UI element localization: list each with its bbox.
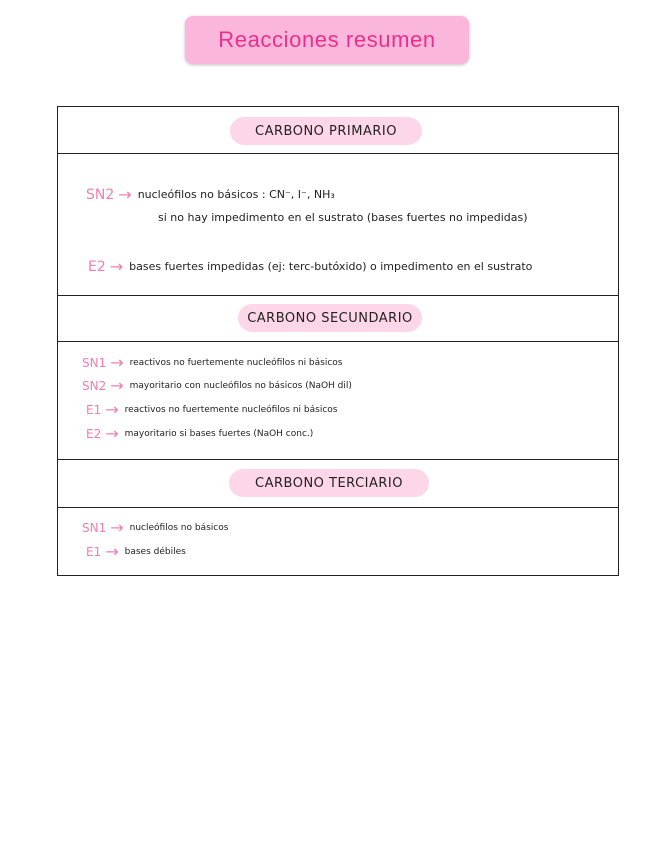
reaction-row [82, 518, 228, 537]
divider [58, 295, 618, 296]
page-title: Reacciones resumen [185, 16, 469, 64]
reaction-label: E2 [86, 426, 102, 441]
arrow-icon: → [110, 376, 124, 395]
arrow-icon: → [105, 424, 119, 443]
reaction-row [86, 400, 337, 419]
reaction-row [88, 257, 532, 276]
arrow-icon: → [105, 400, 119, 419]
divider [58, 459, 618, 460]
divider [58, 153, 618, 154]
reaction-label: SN1 [82, 520, 107, 535]
reaction-row [82, 353, 343, 372]
section-header-terciario: CARBONO TERCIARIO [229, 469, 429, 497]
reaction-row [86, 542, 186, 561]
reaction-label: E1 [86, 402, 102, 417]
reaction-text: nucleófilos no básicos [129, 522, 229, 533]
reaction-text: si no hay impedimento en el sustrato (bases fuertes no impedidas) [158, 211, 528, 224]
arrow-icon: → [109, 257, 124, 276]
arrow-icon: → [118, 185, 132, 204]
reaction-label: SN1 [82, 355, 107, 370]
arrow-icon: → [110, 353, 124, 372]
reaction-row [86, 185, 335, 204]
reaction-text: bases fuertes impedidas (ej: terc-butóxido) o impedimento en el sustrato [129, 260, 533, 273]
arrow-icon: → [110, 518, 124, 537]
reaction-text: reactivos no fuertemente nucleófilos ni básicos [129, 357, 343, 368]
section-header-primario: CARBONO PRIMARIO [230, 117, 422, 145]
reaction-text: bases débiles [124, 546, 186, 557]
arrow-icon: → [105, 542, 119, 561]
reaction-row [158, 211, 528, 224]
reaction-label: E1 [86, 544, 102, 559]
reaction-row [82, 376, 352, 395]
reaction-label: E2 [88, 258, 106, 275]
reaction-text: nucleófilos no básicos : CN⁻, I⁻, NH₃ [137, 188, 335, 201]
summary-table [57, 106, 619, 576]
reaction-row [86, 424, 313, 443]
divider [58, 507, 618, 508]
reaction-label: SN2 [82, 378, 107, 393]
reaction-text: reactivos no fuertemente nucleófilos ni básicos [124, 404, 338, 415]
section-header-secundario: CARBONO SECUNDARIO [238, 304, 422, 332]
reaction-label: SN2 [86, 186, 115, 203]
reaction-text: mayoritario si bases fuertes (NaOH conc.) [124, 428, 314, 439]
divider [58, 341, 618, 342]
reaction-text: mayoritario con nucleófilos no básicos (NaOH dil) [129, 380, 352, 391]
